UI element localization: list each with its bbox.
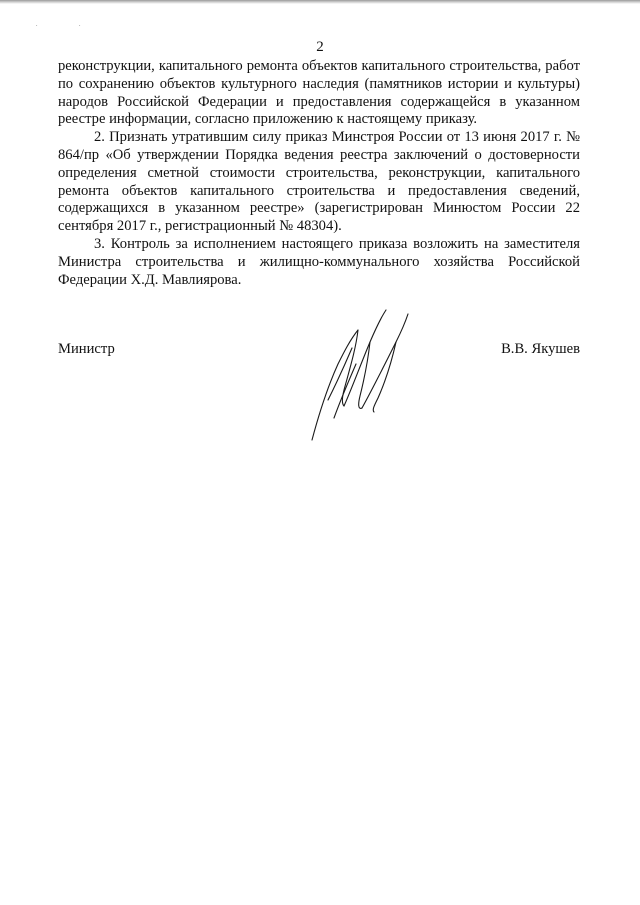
paragraph-item-2: 2. Признать утратившим силу приказ Минстроя России от 13 июня 2017 г. № 864/пр «Об утверждении Порядка ведения реестра заключений о достоверности определения сметной стоимости строительства, реконструкции, капитального ремонта объектов капитального строительства и предоставления сведений, содержащихся в указанном реестре» (зарегистрирован Минюстом России 22 сентября 2017 г., регистрационный № 48304). xyxy=(58,129,580,235)
scan-top-edge xyxy=(0,0,640,4)
document-body xyxy=(58,58,580,289)
handwritten-signature-icon xyxy=(298,300,420,442)
paragraph-continuation: реконструкции, капитального ремонта объектов капитального строительства, работ по сохранению объектов культурного наследия (памятников истории и культуры) народов Российской Федерации и предоставления содержащейся в указанном реестре информации, согласно приложению к настоящему приказу. xyxy=(58,58,580,128)
signer-title: Министр xyxy=(58,341,115,357)
scan-specks: . . xyxy=(36,22,101,28)
signer-name: В.В. Якушев xyxy=(501,341,580,357)
page-number: 2 xyxy=(316,39,324,55)
paragraph-item-3: 3. Контроль за исполнением настоящего приказа возложить на заместителя Министра строительства и жилищно-коммунального хозяйства Российской Федерации Х.Д. Мавлиярова. xyxy=(58,235,580,288)
